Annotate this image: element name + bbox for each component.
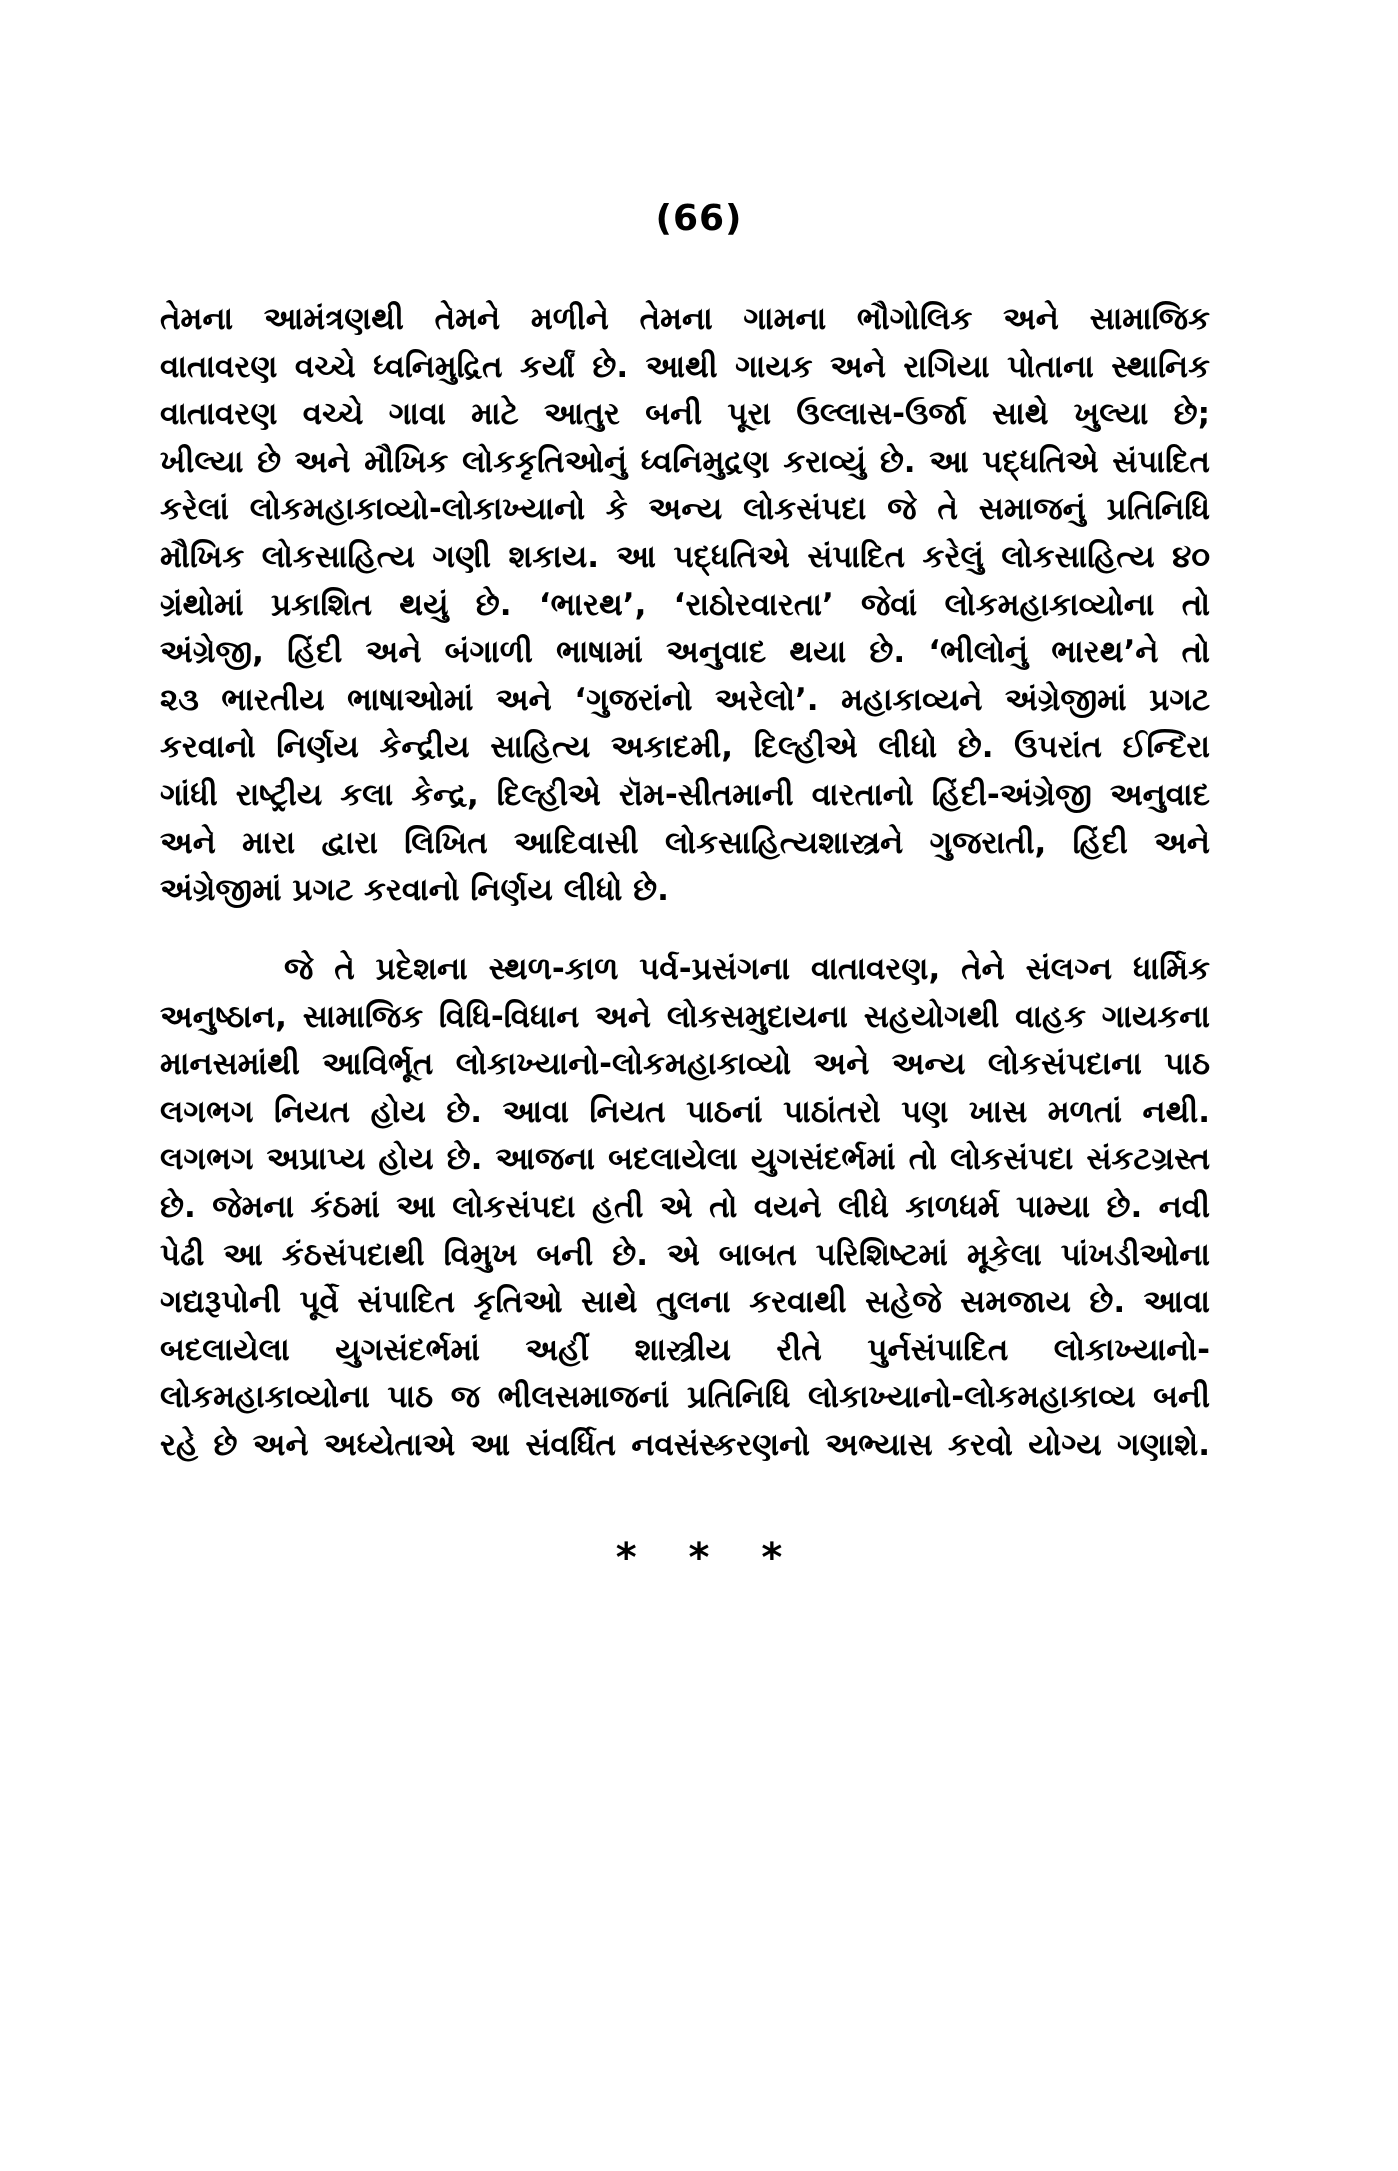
text-line: ગદ્યરૂપોની પૂર્વે સંપાદિત કૃતિઓ સાથે તુલના કરવાથી સહેજે સમજાય છે. આવા xyxy=(160,1284,1210,1321)
page-number: (66) xyxy=(655,198,743,239)
text-line: ખીલ્યા છે અને મૌખિક લોકકૃતિઓનું ધ્વનિમુદ્રણ કરાવ્યું છે. આ પદ્ધતિએ સંપાદિત xyxy=(160,443,1210,480)
text-line: બદલાયેલા યુગસંદર્ભમાં અહીં શાસ્ત્રીય રીતે પુર્નસંપાદિત લોકાખ્યાનો- xyxy=(160,1331,1210,1368)
text-line: માનસમાંથી આવિર્ભૂત લોકાખ્યાનો-લોકમહાકાવ્યો અને અન્ય લોકસંપદાના પાઠ xyxy=(160,1046,1210,1083)
text-line: જે તે પ્રદેશના સ્થળ-કાળ પર્વ-પ્રસંગના વાતાવરણ, તેને સંલગ્ન ધાર્મિક xyxy=(284,951,1210,987)
text-line: મૌખિક લોકસાહિત્ય ગણી શકાય. આ પદ્ધતિએ સંપાદિત કરેલું લોકસાહિત્ય ૪૦ xyxy=(160,538,1210,575)
text-line: ગ્રંથોમાં પ્રકાશિત થયું છે. ‘ભારથ’, ‘રાઠોરવારતા’ જેવાં લોકમહાકાવ્યોના તો xyxy=(160,586,1210,623)
section-separator: * * * xyxy=(615,1535,783,1581)
text-line: અંગ્રેજીમાં પ્રગટ કરવાનો નિર્ણય લીધો છે. xyxy=(160,872,669,909)
text-line: રહે છે અને અધ્યેતાએ આ સંવર્ધિત નવસંસ્કરણનો અભ્યાસ કરવો યોગ્ય ગણાશે. xyxy=(160,1426,1210,1463)
text-line: ગાંધી રાષ્ટ્રીય કલા કેન્દ્ર, દિલ્હીએ રૉમ-સીતમાની વારતાનો હિંદી-અંગ્રેજી અનુવાદ xyxy=(160,776,1210,813)
text-line: છે. જેમના કંઠમાં આ લોકસંપદા હતી એ તો વયને લીધે કાળધર્મ પામ્યા છે. નવી xyxy=(160,1188,1210,1225)
text-line: અને મારા દ્વારા લિખિત આદિવાસી લોકસાહિત્યશાસ્ત્રને ગુજરાતી, હિંદી અને xyxy=(160,824,1210,861)
text-line: કરેલાં લોકમહાકાવ્યો-લોકાખ્યાનો કે અન્ય લોકસંપદા જે તે સમાજનું પ્રતિનિધિ xyxy=(160,491,1210,528)
text-line: લગભગ નિયત હોય છે. આવા નિયત પાઠનાં પાઠાંતરો પણ ખાસ મળતાં નથી. xyxy=(160,1093,1210,1130)
paragraph-2 xyxy=(160,946,1210,1470)
text-line: અંગ્રેજી, હિંદી અને બંગાળી ભાષામાં અનુવાદ થયા છે. ‘ભીલોનું ભારથ’ને તો xyxy=(160,634,1210,671)
text-line: વાતાવરણ વચ્ચે ધ્વનિમુદ્રિત કર્યાં છે. આથી ગાયક અને રાગિયા પોતાના સ્થાનિક xyxy=(160,348,1210,385)
paragraph-1 xyxy=(160,296,1210,915)
text-line: પેઢી આ કંઠસંપદાથી વિમુખ બની છે. એ બાબત પરિશિષ્ટમાં મૂકેલા પાંખડીઓના xyxy=(160,1236,1210,1273)
text-line: વાતાવરણ વચ્ચે ગાવા માટે આતુર બની પૂરા ઉલ્લાસ-ઉર્જા સાથે ખુલ્યા છે; xyxy=(160,396,1210,433)
text-line: તેમના આમંત્રણથી તેમને મળીને તેમના ગામના ભૌગોલિક અને સામાજિક xyxy=(160,301,1210,337)
text-line: ૨૩ ભારતીય ભાષાઓમાં અને ‘ગુજરાંનો અરેલો’. મહાકાવ્યને અંગ્રેજીમાં પ્રગટ xyxy=(160,681,1210,718)
text-line: અનુષ્ઠાન, સામાજિક વિધિ-વિધાન અને લોકસમુદાયના સહયોગથી વાહક ગાયકના xyxy=(160,998,1210,1035)
text-line: લગભગ અપ્રાપ્ય હોય છે. આજના બદલાયેલા યુગસંદર્ભમાં તો લોકસંપદા સંકટગ્રસ્ત xyxy=(160,1141,1210,1178)
text-line: કરવાનો નિર્ણય કેન્દ્રીય સાહિત્ય અકાદમી, દિલ્હીએ લીધો છે. ઉપરાંત ઈન્દિરા xyxy=(160,729,1210,766)
text-line: લોકમહાકાવ્યોના પાઠ જ ભીલસમાજનાં પ્રતિનિધિ લોકાખ્યાનો-લોકમહાકાવ્ય બની xyxy=(160,1379,1210,1416)
